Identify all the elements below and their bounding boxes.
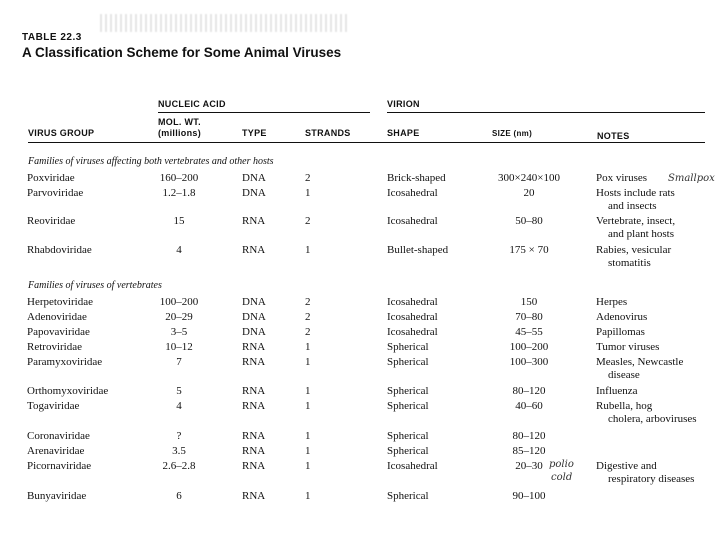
notes-continuation: respiratory diseases (608, 473, 695, 485)
virus-group-cell: Rhabdoviridae (27, 244, 92, 256)
table-row (0, 490, 719, 504)
table-row (0, 356, 719, 370)
virus-group-cell: Orthomyxoviridae (27, 385, 109, 397)
size-cell: 85–120 (512, 445, 546, 457)
notes-cell: Adenovirus (596, 311, 648, 323)
header-mol-wt-unit: (millions) (158, 128, 201, 138)
notes-cell: Hosts include rats (596, 187, 675, 199)
shape-cell: Bullet-shaped (387, 244, 449, 256)
mol-wt-cell: ? (176, 430, 182, 442)
notes-continuation: cholera, arboviruses (608, 413, 697, 425)
notes-cell: Pox viruses (596, 172, 648, 184)
shape-cell: Icosahedral (387, 460, 438, 472)
strands-cell: 1 (305, 356, 311, 368)
mol-wt-cell: 100–200 (159, 296, 199, 308)
size-cell: 70–80 (515, 311, 543, 323)
shape-cell: Icosahedral (387, 296, 438, 308)
virus-group-cell: Herpetoviridae (27, 296, 93, 308)
size-cell: 80–120 (512, 385, 546, 397)
shape-cell: Spherical (387, 430, 429, 442)
strands-cell: 1 (305, 490, 311, 502)
table-row (0, 244, 719, 258)
type-cell: DNA (242, 326, 266, 338)
type-cell: RNA (242, 215, 266, 227)
notes-continuation: and insects (608, 200, 657, 212)
header-strands: STRANDS (305, 128, 351, 138)
shape-cell: Icosahedral (387, 326, 438, 338)
strands-cell: 1 (305, 430, 311, 442)
strands-cell: 2 (305, 172, 311, 184)
section-heading-2: Families of viruses of vertebrates (28, 280, 162, 291)
notes-cell: Digestive and (596, 460, 657, 472)
header-notes: NOTES (597, 131, 630, 141)
virus-group-cell: Retroviridae (27, 341, 82, 353)
shape-cell: Spherical (387, 341, 429, 353)
table-row (0, 460, 719, 474)
mol-wt-cell: 4 (176, 400, 182, 412)
shape-cell: Icosahedral (387, 187, 438, 199)
size-cell: 175 × 70 (509, 244, 549, 256)
type-cell: DNA (242, 296, 266, 308)
rule-virion (387, 112, 705, 113)
table-number: TABLE 22.3 (22, 32, 82, 43)
strands-cell: 2 (305, 215, 311, 227)
notes-continuation: stomatitis (608, 257, 651, 269)
mol-wt-cell: 7 (176, 356, 182, 368)
size-cell: 80–120 (512, 430, 546, 442)
table-row (0, 430, 719, 444)
table-row (0, 400, 719, 414)
type-cell: RNA (242, 460, 266, 472)
table-row (0, 311, 719, 325)
handwritten-smallpox: Smallpox (668, 173, 715, 184)
mol-wt-cell: 15 (173, 215, 185, 227)
strands-cell: 1 (305, 385, 311, 397)
type-cell: RNA (242, 400, 266, 412)
notes-cell: Vertebrate, insect, (596, 215, 676, 227)
size-cell: 20–30 (515, 460, 543, 472)
shape-cell: Brick-shaped (387, 172, 446, 184)
handwritten-polio: polio (549, 459, 574, 470)
size-cell: 300×240×100 (498, 172, 560, 184)
size-cell: 20 (523, 187, 535, 199)
mol-wt-cell: 5 (176, 385, 182, 397)
virus-group-cell: Togaviridae (27, 400, 80, 412)
type-cell: DNA (242, 172, 266, 184)
type-cell: RNA (242, 445, 266, 457)
virus-group-cell: Bunyaviridae (27, 490, 87, 502)
type-cell: DNA (242, 311, 266, 323)
notes-cell: Rubella, hog (596, 400, 653, 412)
notes-continuation: disease (608, 369, 640, 381)
type-cell: DNA (242, 187, 266, 199)
strands-cell: 2 (305, 326, 311, 338)
notes-cell: Herpes (596, 296, 628, 308)
strands-cell: 2 (305, 296, 311, 308)
type-cell: RNA (242, 244, 266, 256)
size-cell: 90–100 (512, 490, 546, 502)
strands-cell: 1 (305, 341, 311, 353)
table-row (0, 187, 719, 201)
header-shape: SHAPE (387, 128, 420, 138)
virus-group-cell: Poxviridae (27, 172, 75, 184)
handwritten-cold: cold (551, 472, 573, 483)
mol-wt-cell: 1.2–1.8 (162, 187, 196, 199)
mol-wt-cell: 6 (176, 490, 182, 502)
shape-cell: Spherical (387, 490, 429, 502)
shape-cell: Spherical (387, 385, 429, 397)
header-virus-group: VIRUS GROUP (28, 128, 95, 138)
table-row (0, 341, 719, 355)
size-cell: 40–60 (515, 400, 543, 412)
notes-cell: Rabies, vesicular (596, 244, 672, 256)
type-cell: RNA (242, 385, 266, 397)
header-type: TYPE (242, 128, 267, 138)
virus-group-cell: Reoviridae (27, 215, 76, 227)
notes-cell: Papillomas (596, 326, 645, 338)
size-cell: 50–80 (515, 215, 543, 227)
type-cell: RNA (242, 341, 266, 353)
table-row (0, 215, 719, 229)
virus-group-cell: Parvoviridae (27, 187, 84, 199)
virus-group-cell: Adenoviridae (27, 311, 87, 323)
notes-cell: Tumor viruses (596, 341, 660, 353)
size-cell: 45–55 (515, 326, 543, 338)
notes-cell: Measles, Newcastle (596, 356, 684, 368)
header-virion: VIRION (387, 99, 420, 109)
strands-cell: 2 (305, 311, 311, 323)
notes-continuation: and plant hosts (608, 228, 674, 240)
mol-wt-cell: 2.6–2.8 (162, 460, 196, 472)
shape-cell: Icosahedral (387, 311, 438, 323)
virus-group-cell: Picornaviridae (27, 460, 92, 472)
table-row (0, 326, 719, 340)
virus-group-cell: Paramyxoviridae (27, 356, 103, 368)
size-cell: 100–200 (509, 341, 549, 353)
header-nucleic-acid: NUCLEIC ACID (158, 99, 226, 109)
virus-group-cell: Coronaviridae (27, 430, 90, 442)
strands-cell: 1 (305, 400, 311, 412)
strands-cell: 1 (305, 187, 311, 199)
table-title: A Classification Scheme for Some Animal Viruses (22, 45, 342, 60)
type-cell: RNA (242, 430, 266, 442)
notes-cell: Influenza (596, 385, 638, 397)
mol-wt-cell: 3.5 (172, 445, 186, 457)
shape-cell: Icosahedral (387, 215, 438, 227)
table-row (0, 445, 719, 459)
shape-cell: Spherical (387, 445, 429, 457)
size-cell: 150 (520, 296, 538, 308)
type-cell: RNA (242, 356, 266, 368)
table-row (0, 385, 719, 399)
table-row (0, 296, 719, 310)
shape-cell: Spherical (387, 356, 429, 368)
strands-cell: 1 (305, 460, 311, 472)
strands-cell: 1 (305, 445, 311, 457)
type-cell: RNA (242, 490, 266, 502)
strands-cell: 1 (305, 244, 311, 256)
header-mol-wt: MOL. WT. (158, 117, 201, 127)
mol-wt-cell: 160–200 (159, 172, 199, 184)
rule-nucleic-acid (158, 112, 370, 113)
mol-wt-cell: 10–12 (165, 341, 193, 353)
mol-wt-cell: 4 (176, 244, 182, 256)
virus-group-cell: Papovaviridae (27, 326, 90, 338)
header-size: SIZE (nm) (492, 129, 533, 138)
rule-header-bottom (28, 142, 705, 143)
mol-wt-cell: 20–29 (165, 311, 193, 323)
size-cell: 100–300 (509, 356, 549, 368)
virus-group-cell: Arenaviridae (27, 445, 85, 457)
shape-cell: Spherical (387, 400, 429, 412)
section-heading-1: Families of viruses affecting both vertebrates and other hosts (28, 156, 274, 167)
scan-smudge (100, 14, 350, 32)
table-row (0, 172, 719, 186)
mol-wt-cell: 3–5 (170, 326, 188, 338)
